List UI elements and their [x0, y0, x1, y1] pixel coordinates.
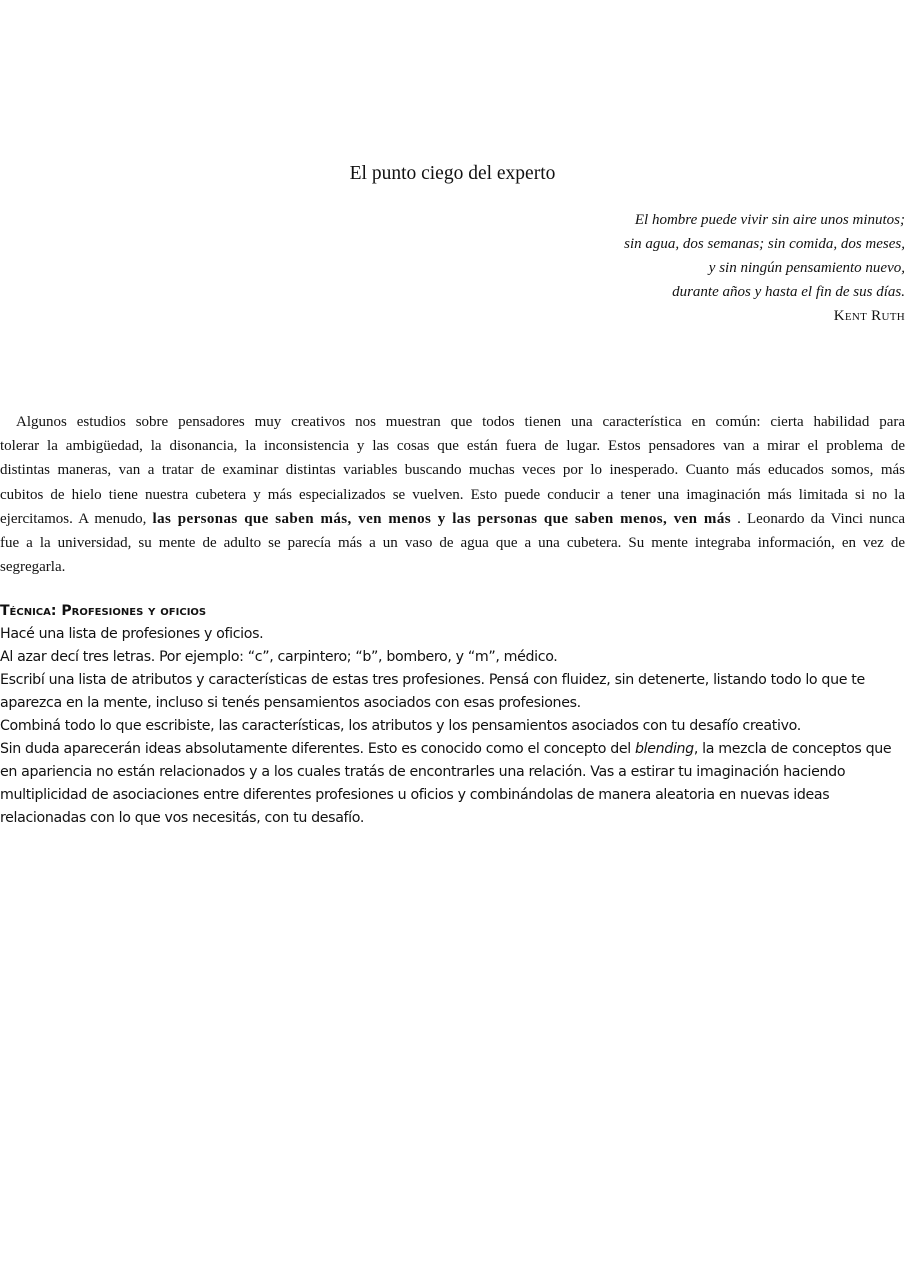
epigraph-line: y sin ningún pensamiento nuevo,: [708, 260, 905, 276]
technique-line: [0, 738, 905, 761]
technique-heading: Técnica: Profesiones y oficios: [0, 603, 207, 619]
technique-text: Sin duda aparecerán ideas absolutamente diferentes. Esto es conocido como el concepto del: [0, 741, 631, 757]
technique-line: relacionadas con lo que vos necesitás, con tu desafío.: [0, 810, 365, 826]
paragraph-line: fue a la universidad, su mente de adulto se parecía más a un vaso de agua que a una cubetera. Su mente integraba información, en vez de: [0, 535, 905, 552]
technique-line: en apariencia no están relacionados y a los cuales tratás de encontrarles una relación. Vas a estirar tu imaginación haciendo: [0, 764, 846, 780]
technique-section: [0, 600, 905, 830]
paragraph-line: tolerar la ambigüedad, la disonancia, la inconsistencia y las cosas que están fuera de lugar. Estos pensadores van a mirar el problema de: [0, 438, 905, 455]
technique-line: Escribí una lista de atributos y características de estas tres profesiones. Pensá con fluidez, sin detenerte, listando todo lo que te: [0, 672, 865, 688]
technique-text: , la mezcla de conceptos que: [693, 741, 892, 757]
paragraph-line: Algunos estudios sobre pensadores muy creativos nos muestran que todos tienen una característica en común: cierta habilidad para: [16, 414, 905, 430]
technique-line: multiplicidad de asociaciones entre diferentes profesiones u oficios y combinándolas de manera aleatoria en nuevas ideas: [0, 787, 830, 803]
technique-line: Al azar decí tres letras. Por ejemplo: “c”, carpintero; “b”, bombero, y “m”, médico.: [0, 649, 558, 665]
epigraph-line: sin agua, dos semanas; sin comida, dos meses,: [624, 236, 905, 252]
page-title: El punto ciego del experto: [349, 163, 556, 184]
emphasized-quote: las personas que saben más, ven menos y las personas que saben menos, ven más: [152, 510, 731, 527]
paragraph-line: distintas maneras, van a tratar de examinar distintas variables buscando muchas veces por lo inesperado. Cuanto más educados somos, más: [0, 462, 905, 479]
epigraph-line: El hombre puede vivir sin aire unos minutos;: [634, 212, 905, 228]
epigraph: [624, 208, 905, 328]
technique-line: aparezca en la mente, incluso si tenés pensamientos asociados con esas profesiones.: [0, 695, 581, 711]
technique-line: Hacé una lista de profesiones y oficios.: [0, 626, 264, 642]
paragraph-text: ejercitamos. A menudo,: [0, 510, 147, 527]
paragraph-line: segregarla.: [0, 559, 66, 576]
paragraph-line: cubitos de hielo tiene nuestra cubetera y más especializados se vuelven. Esto puede conducir a tener una imaginación más limitada si no la: [0, 486, 905, 503]
paragraph-text: . Leonardo da Vinci nunca: [737, 510, 905, 527]
epigraph-author: Kent Ruth: [833, 308, 905, 324]
body-paragraph: [0, 410, 905, 579]
epigraph-line: durante años y hasta el fin de sus días.: [672, 284, 905, 300]
paragraph-line: [0, 507, 905, 531]
technique-line: Combiná todo lo que escribiste, las características, los atributos y los pensamientos asociados con tu desafío creativo.: [0, 718, 801, 734]
blending-term: blending: [635, 741, 694, 757]
